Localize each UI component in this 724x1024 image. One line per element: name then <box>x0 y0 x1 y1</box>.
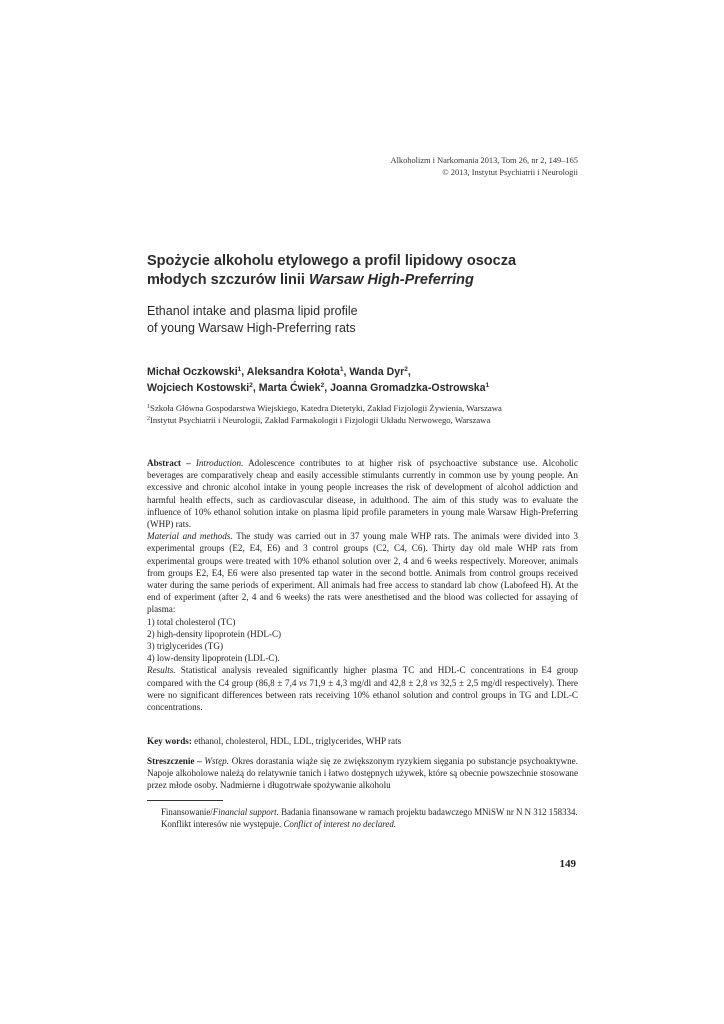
funding-label-en: Financial support. <box>212 807 279 817</box>
wstep-label: Wstęp. <box>204 756 229 766</box>
methods-label: Material and methods. <box>147 531 233 542</box>
affiliation-text: Instytut Psychiatrii i Neurologii, Zakład Farmakologii i Fizjologii Układu Nerwowego, Warszawa <box>150 415 491 426</box>
author-name: Michał Oczkowski <box>147 366 238 378</box>
author-name: Wojciech Kostowski <box>147 382 250 394</box>
journal-citation: Alkoholizm i Narkomania 2013, Tom 26, nr 2, 149–165 <box>390 156 578 165</box>
abstract-methods <box>147 530 578 615</box>
list-item: 1) total cholesterol (TC) <box>147 616 236 627</box>
author-name: , Aleksandra Kołota <box>241 366 340 378</box>
streszczenie-text: Okres dorastania wiąże się ze zwiększonym ryzykiem sięgania po substancje psychoaktywne. Napoje alkoholowe należą do relatywnie tanich i łatwo dostępnych używek, które są obecnie powszechnie stosowane przez młode osoby. Nadmierne i długotrwałe spożywanie alkoholu <box>147 756 579 791</box>
list-item: 3) triglycerides (TG) <box>147 641 224 652</box>
title-english-line2: of young Warsaw High-Preferring rats <box>147 320 356 335</box>
results-text: Statistical analysis revealed significantly higher plasma TC and HDL-C concentrations in E4 group compared with the C4 group (86,8 ± 7,4 <box>147 665 578 688</box>
affiliation-mark: 2 <box>147 416 150 423</box>
title-polish-line2 <box>147 271 587 290</box>
footnote-divider <box>147 800 223 801</box>
affiliations <box>147 402 587 426</box>
conflict-en: Conflict of interest no declared. <box>283 819 396 830</box>
title-polish-line1: Spożycie alkoholu etylowego a profil lipidowy osocza <box>147 253 517 269</box>
author-affil-mark: 2 <box>320 382 325 389</box>
title-english <box>147 303 587 336</box>
list-item: 2) high-density lipoprotein (HDL-C) <box>147 628 282 639</box>
keywords-text: ethanol, cholesterol, HDL, LDL, triglycerides, WHP rats <box>194 736 402 746</box>
author-name: , Joanna Gromadzka-Ostrowska <box>324 382 486 394</box>
author-line2 <box>147 380 587 396</box>
abstract-results <box>147 664 578 713</box>
author-list <box>147 364 587 396</box>
affiliation-1 <box>147 402 587 414</box>
author-affil-mark: 1 <box>237 366 242 373</box>
conflict-pl: Konflikt interesów nie występuje. <box>161 819 282 830</box>
author-line1 <box>147 364 587 380</box>
abstract-label: Abstract – <box>147 458 191 468</box>
results-label: Results. <box>147 665 176 676</box>
keywords-label: Key words: <box>147 736 192 746</box>
title-english-line1: Ethanol intake and plasma lipid profile <box>147 304 358 318</box>
author-separator: , <box>407 366 411 378</box>
author-affil-mark: 1 <box>339 366 344 373</box>
results-text: 32,5 ± 2,5 mg/dl respectively). There were no significant differences between rats receiving 10% ethanol solution and control groups in TG and LDL-C concentrations. <box>147 677 578 713</box>
affiliation-mark: 1 <box>147 404 150 410</box>
journal-copyright: © 2013, Instytut Psychiatrii i Neurologii <box>442 167 578 177</box>
results-text: 71,9 ± 4,3 mg/dl and 42,8 ± 2,8 <box>306 677 431 688</box>
author-affil-mark: 2 <box>404 366 408 373</box>
funding-label-pl: Finansowanie/ <box>161 807 213 817</box>
author-name: , Wanda Dyr <box>343 366 405 378</box>
title-polish-line2-plain: młodych szczurów linii <box>147 272 309 288</box>
vs-italic: vs <box>430 677 438 688</box>
keywords <box>147 735 578 747</box>
funding-note <box>147 806 578 818</box>
footnotes <box>147 806 578 831</box>
conflict-note <box>147 818 578 830</box>
affiliation-text: Szkoła Główna Gospodarstwa Wiejskiego, Katedra Dietetyki, Zakład Fizjologii Żywienia, Warszawa <box>150 403 502 413</box>
author-affil-mark: 1 <box>485 382 490 389</box>
streszczenie-label: Streszczenie – <box>147 756 202 766</box>
affiliation-2 <box>147 414 587 426</box>
page-number: 149 <box>559 858 576 870</box>
title-polish <box>147 252 587 290</box>
list-item: 4) low-density lipoprotein (LDL-C). <box>147 653 280 664</box>
abstract-introduction <box>147 457 578 530</box>
funding-text: Badania finansowane w ramach projektu badawczego MNiSW nr N N 312 158334. <box>278 807 578 817</box>
author-affil-mark: 2 <box>249 382 253 389</box>
assay-list <box>147 616 578 665</box>
introduction-text: Adolescence contributes to at higher risk of psychoactive substance use. Alcoholic beverages are comparatively cheap and easily accessible stimulants currently in common use by young people. An excessive and chronic alcohol intake in young people increases the risk of development of alcohol addiction and harmful health effects, such as cardiovascular disease, in adulthood. The aim of this study was to evaluate the influence of 10% ethanol solution intake on plasma lipid profile parameters in young male Warsaw High-Preferring (WHP) rats. <box>147 458 579 530</box>
streszczenie <box>147 755 578 792</box>
introduction-label: Introduction. <box>195 458 244 468</box>
methods-text: The study was carried out in 37 young male WHP rats. The animals were divided into 3 experimental groups (E2, E4, E6) and 3 control groups (C2, C4, C6). Thirty day old male WHP rats from experimental groups were treated with 10% ethanol solution over 2, 4 and 6 weeks respectively. Moreover, animals from groups E2, E4, E6 were also presented tap water in the second bottle. Animals from control groups received water during the same periods of experiment. All animals had free access to standard lab chow (Labofeed H). At the end of experiment (after 2, 4 and 6 weeks) the rats were anesthetised and the blood was collected for assaying of plasma: <box>147 531 578 615</box>
title-polish-line2-italic: Warsaw High-Preferring <box>308 272 474 288</box>
journal-header <box>391 155 578 178</box>
vs-italic: vs <box>299 677 307 688</box>
abstract <box>147 457 578 713</box>
author-name: , Marta Ćwiek <box>252 382 321 394</box>
